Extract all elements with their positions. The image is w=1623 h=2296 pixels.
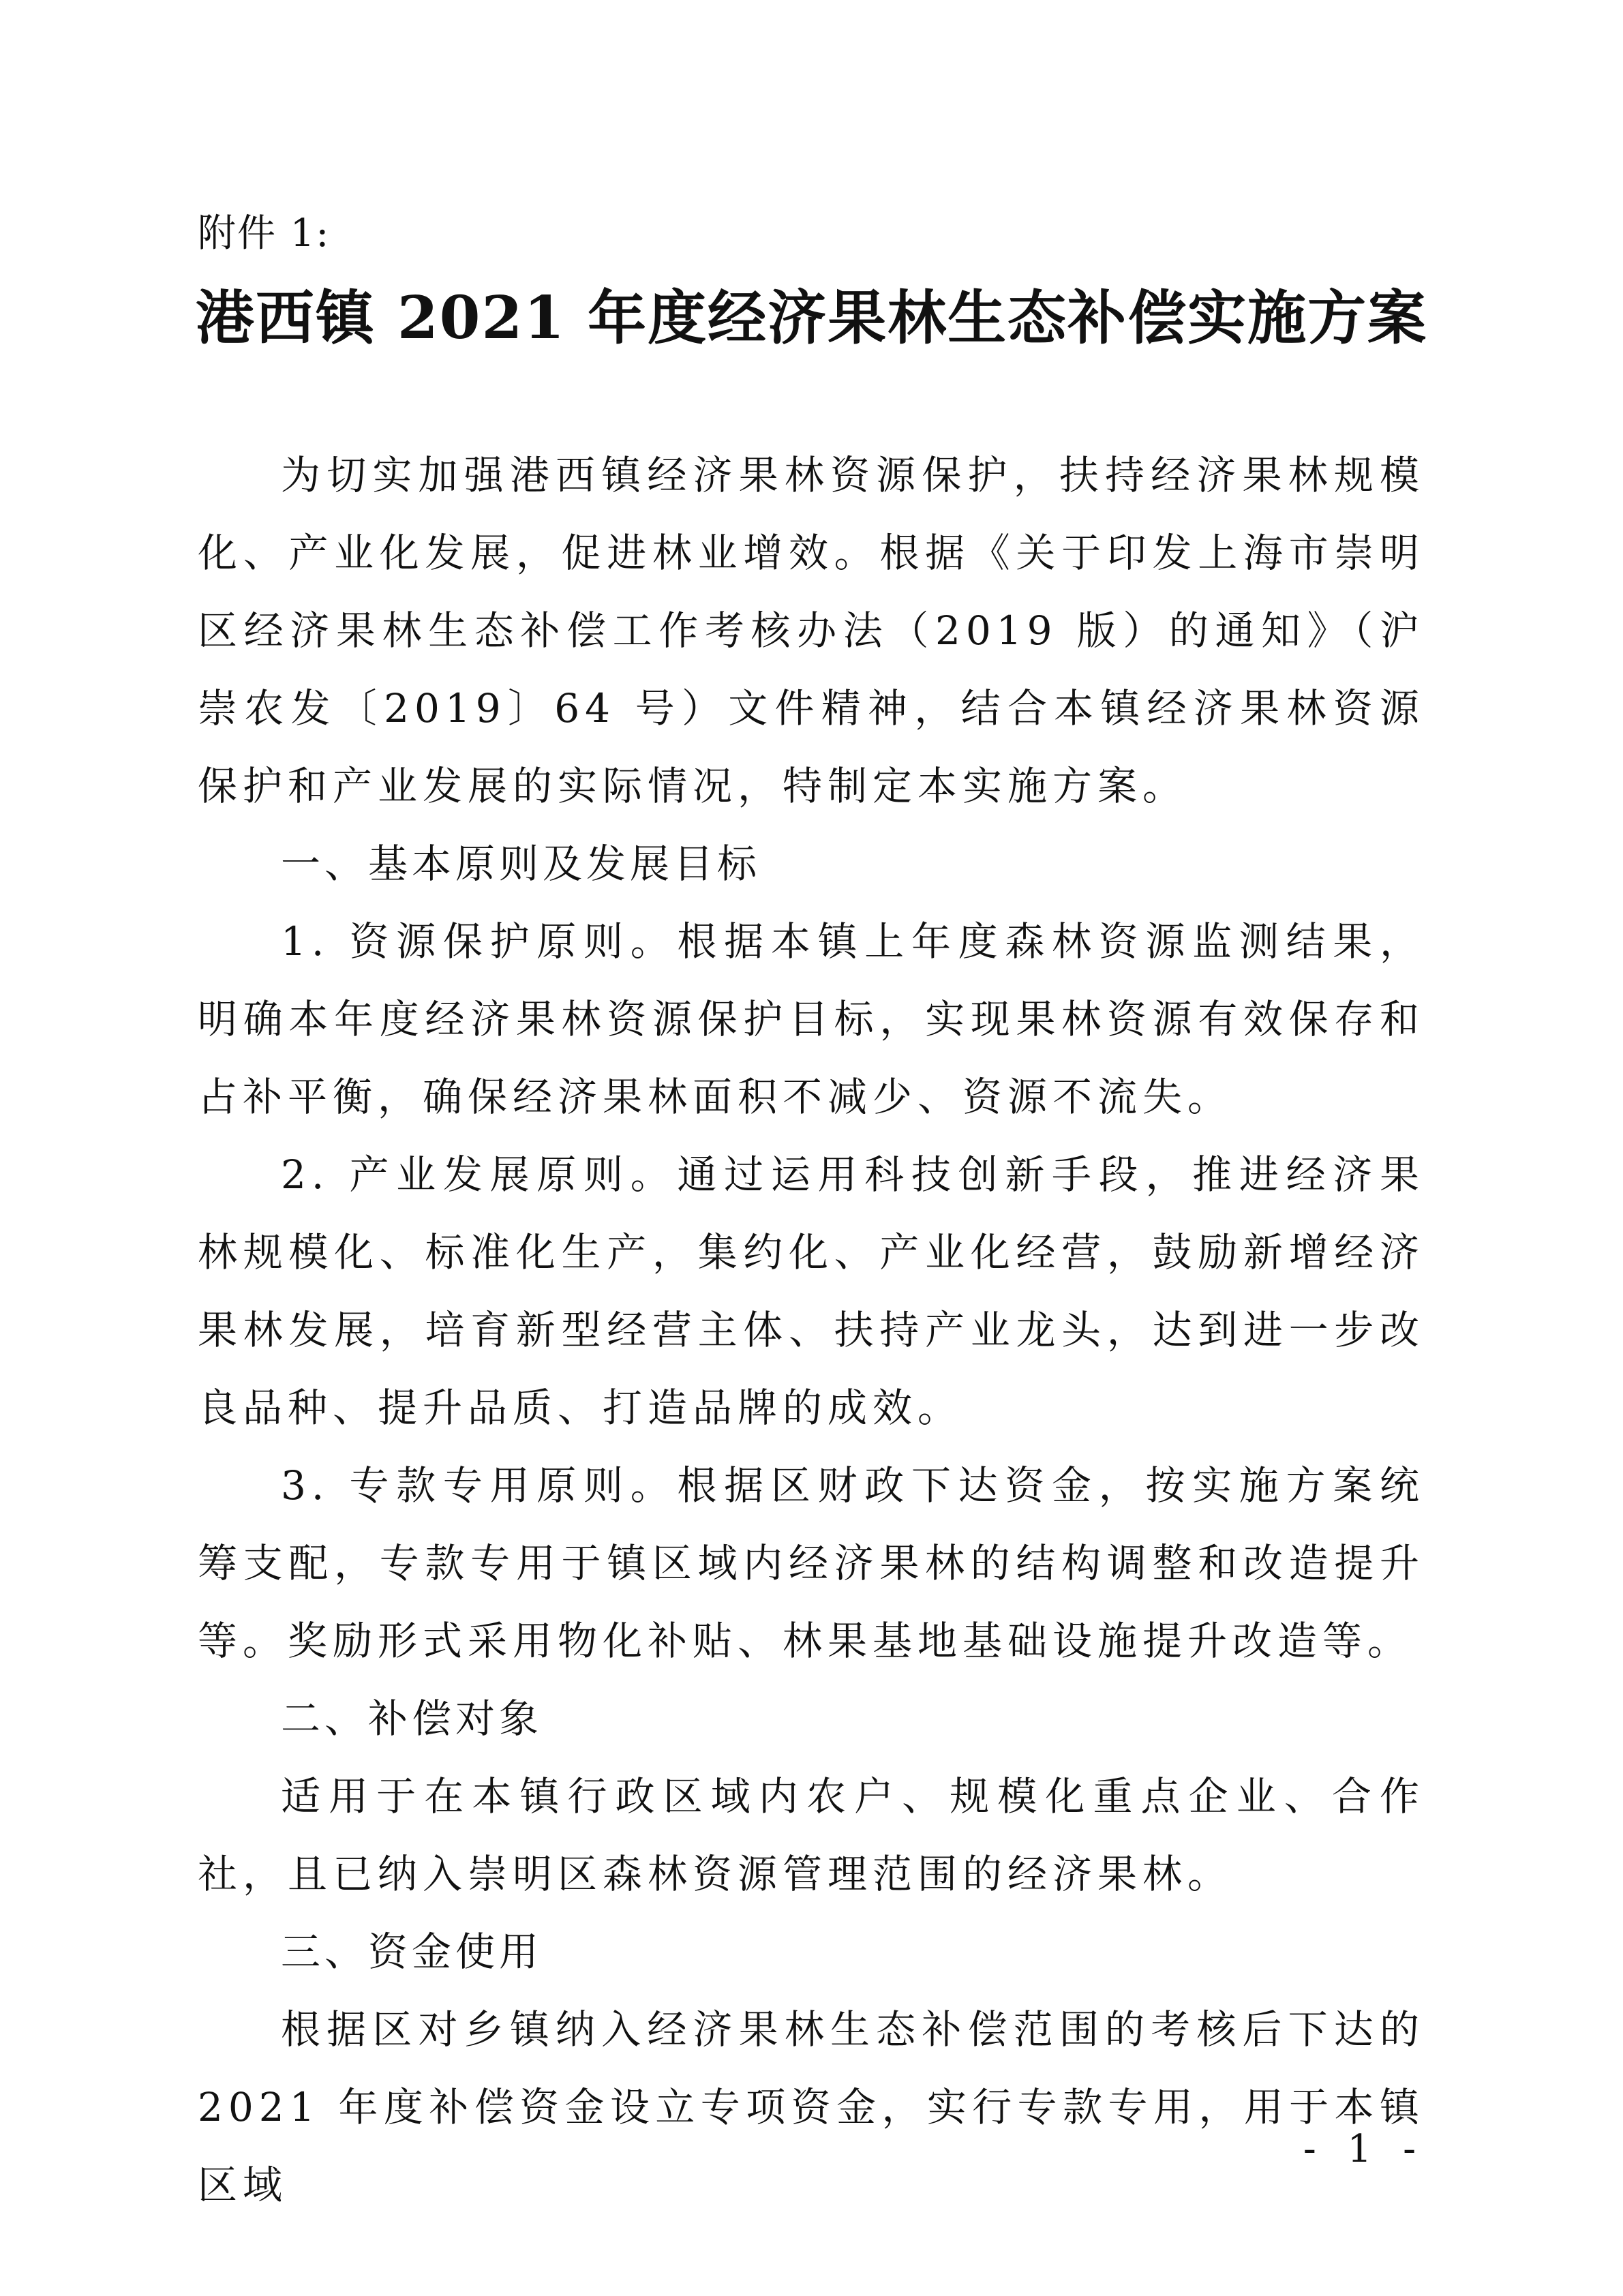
section-3-heading: 三、资金使用 — [281, 1929, 543, 1975]
attachment-label: 附件 1: — [198, 211, 331, 256]
section-1-item-2: 2. 产业发展原则。通过运用科技创新手段，推进经济果林规模化、标准化生产，集约化、产业化经营，鼓励新增经济果林发展，培育新型经营主体、扶持产业龙头，达到进一步改良品种、提升品质、打造品牌的成效。 — [198, 1151, 1425, 1431]
section-2-heading: 二、补偿对象 — [281, 1695, 543, 1742]
document-body — [198, 436, 1425, 2224]
section-2-text: 适用于在本镇行政区域内农户、规模化重点企业、合作社，且已纳入崇明区森林资源管理范围的经济果林。 — [198, 1773, 1425, 1897]
section-1-item-3: 3. 专款专用原则。根据区财政下达资金，按实施方案统筹支配，专款专用于镇区域内经济果林的结构调整和改造提升等。奖励形式采用物化补贴、林果基地基础设施提升改造等。 — [198, 1462, 1425, 1664]
intro-paragraph: 为切实加强港西镇经济果林资源保护，扶持经济果林规模化、产业化发展，促进林业增效。根据《关于印发上海市崇明区经济果林生态补偿工作考核办法（2019 版）的通知》（沪崇农发〔2019〕64 号）文件精神，结合本镇经济果林资源保护和产业发展的实际情况，特制定本实施方案。 — [198, 452, 1425, 809]
document-title: 港西镇 2021 年度经济果林生态补偿实施方案 — [195, 284, 1428, 352]
section-1-item-1: 1. 资源保护原则。根据本镇上年度森林资源监测结果，明确本年度经济果林资源保护目标，实现果林资源有效保存和占补平衡，确保经济果林面积不减少、资源不流失。 — [198, 918, 1425, 1120]
page-number: - 1 - — [1303, 2127, 1425, 2171]
section-3-text: 根据区对乡镇纳入经济果林生态补偿范围的考核后下达的 2021 年度补偿资金设立专项资金，实行专款专用，用于本镇区域 — [198, 2006, 1425, 2208]
section-1-heading: 一、基本原则及发展目标 — [281, 841, 761, 887]
